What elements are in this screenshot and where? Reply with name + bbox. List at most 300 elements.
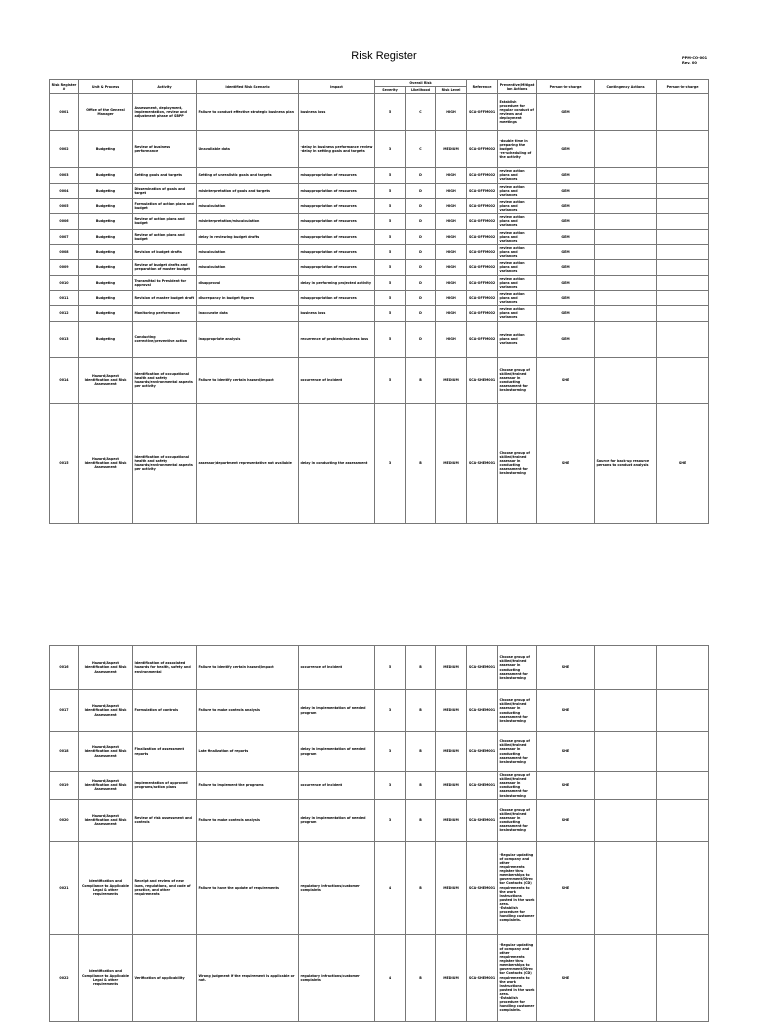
col-risk-level: Risk Level	[436, 87, 467, 94]
cell-unit: Identification and Compliance to Applicable Legal & other requirements	[79, 841, 133, 934]
cell-impact: delay in performing projected activity	[299, 275, 375, 290]
cell-reference: SCA-SHEM001	[467, 403, 498, 523]
cell-risk-level: MEDIUM	[436, 841, 467, 934]
cell-contingency-action	[595, 799, 657, 841]
col-contingency: Contingency Actions	[595, 80, 657, 94]
cell-person-in-charge: GEM	[537, 94, 595, 131]
cell-impact: delay in implementation of needed program	[299, 690, 375, 732]
cell-register-no: 0020	[50, 799, 79, 841]
cell-register-no: 0019	[50, 772, 79, 800]
cell-impact: business loss	[299, 94, 375, 131]
cell-likelihood: D	[406, 275, 436, 290]
cell-unit: Budgeting	[79, 321, 133, 357]
cell-reference: SCA-OFFM002	[467, 168, 498, 183]
cell-person-in-charge-2	[657, 290, 709, 305]
col-unit: Unit & Process	[79, 80, 133, 94]
cell-reference: SCA-OFFM002	[467, 290, 498, 305]
cell-likelihood: B	[406, 357, 436, 403]
cell-activity: Identification of associated hazards for health, safety and environmental	[133, 646, 197, 690]
cell-severity: 5	[375, 168, 406, 183]
cell-severity: 5	[375, 357, 406, 403]
col-severity: Severity	[375, 87, 406, 94]
cell-person-in-charge: GEM	[537, 321, 595, 357]
cell-contingency-action	[595, 260, 657, 275]
cell-preventive-action: Choose group of skilled/trained assessor in conducting assessment for brainstorming	[498, 732, 537, 772]
cell-unit: Office of the General Manager	[79, 94, 133, 131]
cell-reference: SCA-OFFM002	[467, 275, 498, 290]
cell-contingency-action	[595, 690, 657, 732]
cell-risk-level: HIGH	[436, 275, 467, 290]
cell-preventive-action: review action plans and variances	[498, 198, 537, 213]
cell-severity: 5	[375, 260, 406, 275]
cell-severity: 3	[375, 732, 406, 772]
cell-activity: Identification of occupational health and safety hazards/environmental aspects per activity	[133, 403, 197, 523]
cell-reference: SCA-OFFM002	[467, 321, 498, 357]
cell-person-in-charge-2	[657, 772, 709, 800]
cell-person-in-charge: SHE	[537, 646, 595, 690]
cell-preventive-action: review action plans and variances	[498, 168, 537, 183]
cell-reference: SCA-OFFM002	[467, 131, 498, 168]
cell-reference: SCA-SHEM001	[467, 799, 498, 841]
cell-unit: Budgeting	[79, 244, 133, 259]
cell-risk-level: HIGH	[436, 168, 467, 183]
cell-preventive-action: -Regular updating of company and other requirements register thru memberships to government/Director Contacts (CD) requirements to the work instructions posted in the work area. -Establish procedure for handling customer complaints.	[498, 841, 537, 934]
cell-activity: Review of action plans and budget	[133, 214, 197, 229]
cell-person-in-charge: GEM	[537, 306, 595, 321]
cell-person-in-charge-2	[657, 732, 709, 772]
cell-register-no: 0021	[50, 841, 79, 934]
cell-risk-level: HIGH	[436, 198, 467, 213]
cell-scenario: disapproval	[197, 275, 299, 290]
cell-activity: Receipt and review of new laws, regulations, and code of practice, and other requirements	[133, 841, 197, 934]
col-person-in-charge-2: Person-in-charge	[657, 80, 709, 94]
table-row	[50, 244, 709, 259]
cell-person-in-charge-2	[657, 357, 709, 403]
cell-person-in-charge: GEM	[537, 183, 595, 198]
cell-risk-level: HIGH	[436, 229, 467, 244]
cell-preventive-action: Choose group of skilled/trained assessor in conducting assessment for brainstorming	[498, 403, 537, 523]
cell-contingency-action	[595, 244, 657, 259]
cell-register-no: 0011	[50, 290, 79, 305]
cell-impact: misappropriation of resources	[299, 260, 375, 275]
cell-contingency-action	[595, 841, 657, 934]
cell-unit: Budgeting	[79, 214, 133, 229]
cell-scenario: Setting of unrealistic goals and targets	[197, 168, 299, 183]
cell-activity: Finalization of assessment reports	[133, 732, 197, 772]
cell-contingency-action	[595, 290, 657, 305]
cell-unit: Identification and Compliance to Applicable Legal & other requirements	[79, 934, 133, 1021]
cell-register-no: 0017	[50, 690, 79, 732]
cell-reference: SCA-SHEM001	[467, 646, 498, 690]
cell-person-in-charge: GEM	[537, 229, 595, 244]
cell-contingency-action	[595, 306, 657, 321]
cell-reference: SCA-SHEM001	[467, 357, 498, 403]
cell-preventive-action: Choose group of skilled/trained assessor in conducting assessment for brainstorming	[498, 357, 537, 403]
cell-preventive-action: review action plans and variances	[498, 321, 537, 357]
cell-risk-level: MEDIUM	[436, 772, 467, 800]
cell-risk-level: HIGH	[436, 183, 467, 198]
cell-likelihood: D	[406, 183, 436, 198]
cell-likelihood: B	[406, 841, 436, 934]
cell-register-no: 0022	[50, 934, 79, 1021]
cell-preventive-action: review action plans and variances	[498, 260, 537, 275]
cell-reference: SCA-OFFM002	[467, 260, 498, 275]
cell-person-in-charge-2	[657, 260, 709, 275]
cell-unit: Budgeting	[79, 290, 133, 305]
doc-code: PPM-CO-001	[682, 56, 708, 60]
cell-reference: SCA-SHEM001	[467, 772, 498, 800]
cell-person-in-charge: SHE	[537, 403, 595, 523]
cell-register-no: 0010	[50, 275, 79, 290]
cell-reference: SCA-SHEM001	[467, 934, 498, 1021]
cell-likelihood: B	[406, 799, 436, 841]
cell-person-in-charge: GEM	[537, 198, 595, 213]
cell-preventive-action: -double time in preparing the budget -re-scheduling of the activity	[498, 131, 537, 168]
cell-likelihood: B	[406, 690, 436, 732]
cell-register-no: 0006	[50, 214, 79, 229]
table-row	[50, 690, 709, 732]
cell-unit: Hazard/Aspect Identification and Risk Assessment	[79, 799, 133, 841]
cell-severity: 4	[375, 841, 406, 934]
table-row	[50, 131, 709, 168]
cell-unit: Hazard/Aspect Identification and Risk Assessment	[79, 732, 133, 772]
cell-risk-level: MEDIUM	[436, 646, 467, 690]
cell-person-in-charge-2	[657, 229, 709, 244]
cell-activity: Review of budget drafts and preparation of master budget	[133, 260, 197, 275]
cell-activity: Review of action plans and budget	[133, 229, 197, 244]
cell-person-in-charge-2	[657, 799, 709, 841]
cell-person-in-charge: SHE	[537, 934, 595, 1021]
cell-preventive-action: review action plans and variances	[498, 275, 537, 290]
cell-severity: 5	[375, 214, 406, 229]
cell-reference: SCA-SHEM001	[467, 690, 498, 732]
cell-risk-level: MEDIUM	[436, 403, 467, 523]
cell-risk-level: HIGH	[436, 306, 467, 321]
cell-risk-level: HIGH	[436, 290, 467, 305]
cell-preventive-action: review action plans and variances	[498, 183, 537, 198]
cell-severity: 3	[375, 403, 406, 523]
cell-person-in-charge-2	[657, 131, 709, 168]
cell-scenario: misinterpretation of goals and targets	[197, 183, 299, 198]
cell-unit: Budgeting	[79, 131, 133, 168]
cell-likelihood: D	[406, 198, 436, 213]
col-overall-risk: Overall Risk	[375, 80, 467, 87]
cell-activity: Revision of master budget draft	[133, 290, 197, 305]
cell-person-in-charge: GEM	[537, 260, 595, 275]
cell-activity: Implementation of approved programs/action plans	[133, 772, 197, 800]
cell-likelihood: D	[406, 229, 436, 244]
cell-scenario: assessor/department representative not available	[197, 403, 299, 523]
cell-likelihood: B	[406, 772, 436, 800]
cell-risk-level: HIGH	[436, 214, 467, 229]
cell-reference: SCA-OFFM002	[467, 183, 498, 198]
cell-activity: Conducting corrective/preventive action	[133, 321, 197, 357]
cell-unit: Budgeting	[79, 198, 133, 213]
cell-register-no: 0007	[50, 229, 79, 244]
cell-register-no: 0004	[50, 183, 79, 198]
cell-contingency-action	[595, 168, 657, 183]
cell-reference: SCA-SHEM001	[467, 841, 498, 934]
cell-unit: Hazard/Aspect Identification and Risk Assessment	[79, 403, 133, 523]
cell-unit: Hazard/Aspect Identification and Risk Assessment	[79, 690, 133, 732]
cell-severity: 5	[375, 198, 406, 213]
cell-severity: 3	[375, 690, 406, 732]
cell-scenario: discrepancy in budget figures	[197, 290, 299, 305]
col-reference: Reference	[467, 80, 498, 94]
cell-likelihood: D	[406, 168, 436, 183]
cell-impact: occurrence of incident	[299, 357, 375, 403]
cell-likelihood: C	[406, 94, 436, 131]
cell-severity: 3	[375, 772, 406, 800]
cell-likelihood: D	[406, 260, 436, 275]
table-row	[50, 799, 709, 841]
cell-person-in-charge-2: SHE	[657, 403, 709, 523]
cell-severity: 3	[375, 131, 406, 168]
cell-person-in-charge: SHE	[537, 799, 595, 841]
cell-scenario: Unavailable data	[197, 131, 299, 168]
cell-risk-level: HIGH	[436, 321, 467, 357]
cell-person-in-charge-2	[657, 321, 709, 357]
cell-person-in-charge-2	[657, 244, 709, 259]
cell-scenario: delay in reviewing budget drafts	[197, 229, 299, 244]
cell-person-in-charge-2	[657, 168, 709, 183]
cell-unit: Hazard/Aspect Identification and Risk Assessment	[79, 646, 133, 690]
col-activity: Activity	[133, 80, 197, 94]
cell-preventive-action: Choose group of skilled/trained assessor in conducting assessment for brainstorming	[498, 690, 537, 732]
cell-preventive-action: Choose group of skilled/trained assessor in conducting assessment for brainstorming	[498, 799, 537, 841]
document-info	[682, 56, 707, 65]
col-impact: Impact	[299, 80, 375, 94]
cell-reference: SCA-OFFM002	[467, 214, 498, 229]
cell-severity: 5	[375, 321, 406, 357]
cell-register-no: 0005	[50, 198, 79, 213]
cell-risk-level: MEDIUM	[436, 732, 467, 772]
cell-impact: recurrence of problem/business loss	[299, 321, 375, 357]
cell-scenario: miscalculation	[197, 260, 299, 275]
cell-risk-level: HIGH	[436, 244, 467, 259]
cell-preventive-action: -Regular updating of company and other requirements register thru memberships to government/Director Contacts (CD) requirements to the work instructions posted in the work area. -Establish procedure for handling customer complaints.	[498, 934, 537, 1021]
cell-impact: occurrence of incident	[299, 646, 375, 690]
cell-likelihood: D	[406, 214, 436, 229]
cell-severity: 5	[375, 244, 406, 259]
cell-person-in-charge: GEM	[537, 214, 595, 229]
cell-severity: 3	[375, 799, 406, 841]
table-row	[50, 229, 709, 244]
cell-person-in-charge-2	[657, 841, 709, 934]
cell-person-in-charge: GEM	[537, 290, 595, 305]
table-row	[50, 198, 709, 213]
cell-person-in-charge-2	[657, 934, 709, 1021]
cell-impact: regulatory infractions/customer complaints	[299, 841, 375, 934]
risk-register-table-1	[49, 79, 709, 524]
cell-impact: misappropriation of resources	[299, 183, 375, 198]
cell-person-in-charge-2	[657, 214, 709, 229]
cell-contingency-action	[595, 321, 657, 357]
cell-severity: 5	[375, 94, 406, 131]
cell-scenario: Wrong judgment if the requirement is applicable or not.	[197, 934, 299, 1021]
col-likelihood: Likelihood	[406, 87, 436, 94]
cell-contingency-action	[595, 772, 657, 800]
cell-person-in-charge: SHE	[537, 690, 595, 732]
cell-scenario: Failure to implement the programs	[197, 772, 299, 800]
cell-contingency-action	[595, 94, 657, 131]
cell-register-no: 0015	[50, 403, 79, 523]
col-preventive: Preventive/Mitigation Actions	[498, 80, 537, 94]
cell-likelihood: D	[406, 306, 436, 321]
cell-activity: Assessment, deployment, implementation, review and adjustment phase of SBPP	[133, 94, 197, 131]
cell-impact: delay in implementation of needed program	[299, 732, 375, 772]
cell-register-no: 0018	[50, 732, 79, 772]
cell-unit: Budgeting	[79, 229, 133, 244]
cell-register-no: 0003	[50, 168, 79, 183]
cell-person-in-charge: GEM	[537, 131, 595, 168]
cell-impact: misappropriation of resources	[299, 229, 375, 244]
cell-person-in-charge: SHE	[537, 732, 595, 772]
cell-register-no: 0001	[50, 94, 79, 131]
cell-reference: SCA-OFFM002	[467, 229, 498, 244]
cell-person-in-charge-2	[657, 306, 709, 321]
cell-person-in-charge-2	[657, 198, 709, 213]
table-row	[50, 214, 709, 229]
cell-person-in-charge-2	[657, 690, 709, 732]
table-row	[50, 934, 709, 1021]
cell-activity: Review of risk assessment and controls	[133, 799, 197, 841]
cell-impact: misappropriation of resources	[299, 244, 375, 259]
cell-person-in-charge-2	[657, 646, 709, 690]
table-row	[50, 357, 709, 403]
cell-scenario: Inaccurate data	[197, 306, 299, 321]
cell-impact: misappropriation of resources	[299, 198, 375, 213]
cell-preventive-action: review action plans and variances	[498, 290, 537, 305]
cell-contingency-action	[595, 275, 657, 290]
cell-preventive-action: review action plans and variances	[498, 306, 537, 321]
cell-risk-level: MEDIUM	[436, 934, 467, 1021]
cell-impact: misappropriation of resources	[299, 290, 375, 305]
cell-scenario: miscalculation	[197, 198, 299, 213]
cell-register-no: 0009	[50, 260, 79, 275]
cell-likelihood: B	[406, 934, 436, 1021]
cell-person-in-charge: GEM	[537, 168, 595, 183]
cell-likelihood: B	[406, 646, 436, 690]
cell-person-in-charge-2	[657, 183, 709, 198]
cell-preventive-action: Choose group of skilled/trained assessor in conducting assessment for brainstorming	[498, 646, 537, 690]
cell-activity: Verification of applicability	[133, 934, 197, 1021]
cell-scenario: Failure to conduct effective strategic business plan	[197, 94, 299, 131]
cell-register-no: 0013	[50, 321, 79, 357]
table-row	[50, 841, 709, 934]
cell-severity: 5	[375, 290, 406, 305]
cell-activity: Dissemination of goals and target	[133, 183, 197, 198]
table-row	[50, 646, 709, 690]
cell-likelihood: B	[406, 403, 436, 523]
page-title: Risk Register	[351, 50, 417, 62]
cell-register-no: 0012	[50, 306, 79, 321]
table-row	[50, 260, 709, 275]
cell-scenario: Inappropriate analysis	[197, 321, 299, 357]
cell-impact: delay in conducting the assessment	[299, 403, 375, 523]
cell-scenario: Late finalization of reports	[197, 732, 299, 772]
cell-person-in-charge: SHE	[537, 841, 595, 934]
table-row	[50, 290, 709, 305]
col-register-no: Risk Register #	[50, 80, 79, 94]
cell-preventive-action: review action plans and variances	[498, 229, 537, 244]
cell-risk-level: MEDIUM	[436, 357, 467, 403]
cell-person-in-charge: GEM	[537, 275, 595, 290]
cell-activity: Transmittal to President for approval	[133, 275, 197, 290]
cell-unit: Budgeting	[79, 275, 133, 290]
cell-contingency-action	[595, 131, 657, 168]
col-scenario: Identified Risk Scenario	[197, 80, 299, 94]
cell-impact: business loss	[299, 306, 375, 321]
cell-contingency-action	[595, 214, 657, 229]
cell-activity: Formulation of action plans and budget	[133, 198, 197, 213]
cell-activity: Monitoring performance	[133, 306, 197, 321]
cell-severity: 5	[375, 646, 406, 690]
cell-severity: 5	[375, 306, 406, 321]
table-row	[50, 772, 709, 800]
cell-severity: 5	[375, 275, 406, 290]
cell-scenario: misinterpretation/miscalculation	[197, 214, 299, 229]
cell-scenario: Failure to identify certain hazard/impact	[197, 646, 299, 690]
cell-risk-level: MEDIUM	[436, 131, 467, 168]
cell-preventive-action: review action plans and variances	[498, 244, 537, 259]
table-row	[50, 321, 709, 357]
cell-unit: Budgeting	[79, 168, 133, 183]
cell-register-no: 0008	[50, 244, 79, 259]
cell-severity: 5	[375, 229, 406, 244]
cell-unit: Budgeting	[79, 183, 133, 198]
cell-person-in-charge-2	[657, 275, 709, 290]
cell-impact: regulatory infractions/customer complaints	[299, 934, 375, 1021]
cell-reference: SCA-OFFM001	[467, 94, 498, 131]
table-row	[50, 94, 709, 131]
cell-activity: Identification of occupational health and safety hazards/environmental aspects per activity	[133, 357, 197, 403]
cell-scenario: Failure to have the update of requirements	[197, 841, 299, 934]
cell-activity: Setting goals and targets	[133, 168, 197, 183]
cell-reference: SCA-SHEM001	[467, 732, 498, 772]
cell-likelihood: D	[406, 321, 436, 357]
cell-severity: 4	[375, 934, 406, 1021]
table-row	[50, 183, 709, 198]
cell-scenario: Failure to identify certain hazard/impact	[197, 357, 299, 403]
table-row	[50, 168, 709, 183]
cell-impact: -delay in business performance review -delay in setting goals and targets	[299, 131, 375, 168]
cell-risk-level: HIGH	[436, 260, 467, 275]
cell-risk-level: MEDIUM	[436, 799, 467, 841]
cell-severity: 5	[375, 183, 406, 198]
table-row	[50, 403, 709, 523]
cell-preventive-action: Establish procedure for regular conduct of reviews and deployment meetings	[498, 94, 537, 131]
table-row	[50, 306, 709, 321]
cell-likelihood: B	[406, 732, 436, 772]
cell-register-no: 0014	[50, 357, 79, 403]
cell-person-in-charge: SHE	[537, 357, 595, 403]
cell-likelihood: D	[406, 290, 436, 305]
cell-reference: SCA-OFFM002	[467, 198, 498, 213]
cell-preventive-action: Choose group of skilled/trained assessor in conducting assessment for brainstorming	[498, 772, 537, 800]
cell-preventive-action: review action plans and variances	[498, 214, 537, 229]
cell-scenario: Failure to make controls analysis	[197, 690, 299, 732]
cell-contingency-action	[595, 357, 657, 403]
cell-scenario: miscalculation	[197, 244, 299, 259]
cell-impact: misappropriation of resources	[299, 168, 375, 183]
cell-risk-level: HIGH	[436, 94, 467, 131]
risk-register-table-2	[49, 645, 709, 1022]
cell-contingency-action: Source for back-up resource persons to conduct analysis	[595, 403, 657, 523]
cell-impact: occurrence of incident	[299, 772, 375, 800]
cell-contingency-action	[595, 732, 657, 772]
cell-unit: Hazard/Aspect Identification and Risk Assessment	[79, 357, 133, 403]
